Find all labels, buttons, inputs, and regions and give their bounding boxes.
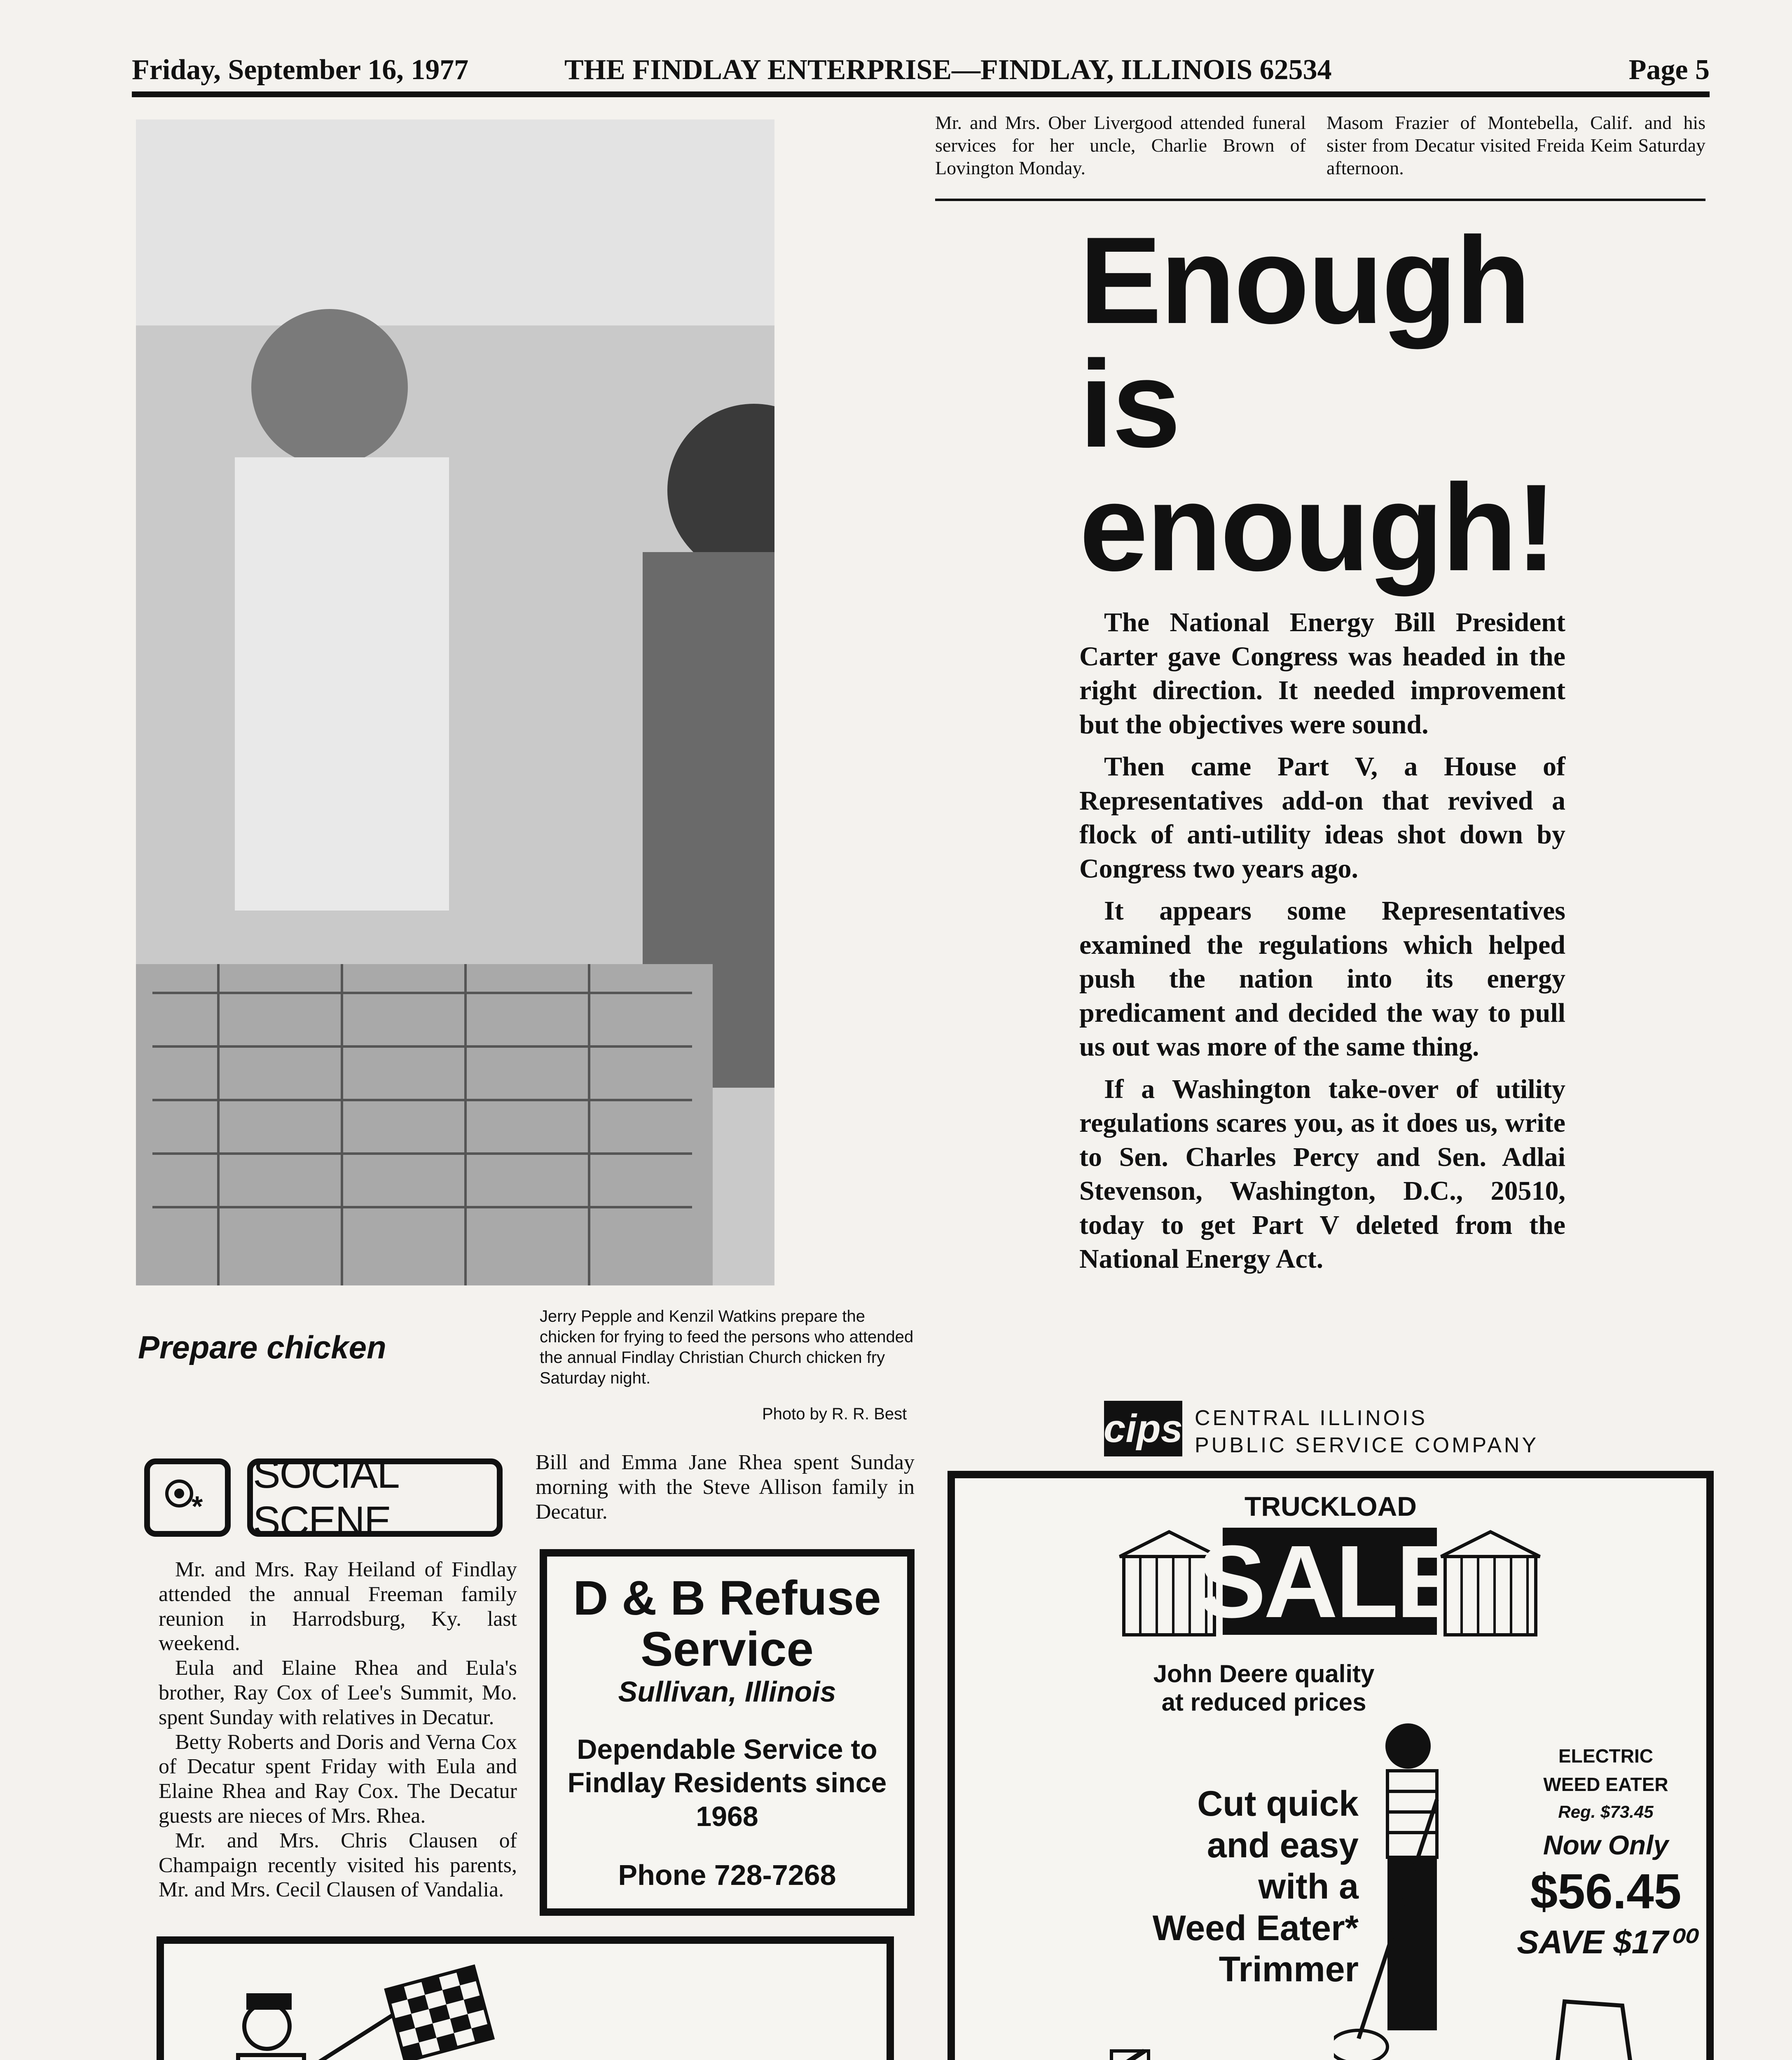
refuse-location: Sullivan, Illinois xyxy=(618,1675,836,1708)
social-scene-body xyxy=(159,1557,517,1902)
weed-head-line: Weed Eater* xyxy=(1152,1908,1359,1948)
pressure-washer-illustration xyxy=(1532,1989,1709,2060)
refuse-phone: Phone 728-7268 xyxy=(618,1859,836,1891)
header-date: Friday, September 16, 1977 xyxy=(132,54,469,86)
chicken-photo-illustration xyxy=(136,119,774,1285)
social-scene-icon xyxy=(144,1458,231,1537)
editorial-paragraph: If a Washington take-over of utility regulations scares you, as it does us, write to Sen. Charles Percy and Sen. Adlai Stevenson, Washington, D.C., 20510, today to get Part V deleted from the National Energy Act. xyxy=(1079,1074,1565,1274)
headline-line-3: enough! xyxy=(1079,458,1556,597)
brief-frazier: Masom Frazier of Montebella, Calif. and his sister from Decatur visited Freida Keim Saturday afternoon. xyxy=(1326,112,1705,179)
social-item: Mr. and Mrs. Chris Clausen of Champaign recently visited his parents, Mr. and Mrs. Cecil Clausen of Vandalia. xyxy=(159,1828,517,1902)
header-rule xyxy=(132,91,1710,97)
editorial-paragraph: Then came Part V, a House of Representatives add-on that revived a flock of anti-utility ideas shot down by Congress two years ago. xyxy=(1079,751,1565,884)
brief-rhea-sunday: Bill and Emma Jane Rhea spent Sunday morning with the Steve Allison family in Decatur. xyxy=(536,1451,915,1524)
deere-quality xyxy=(1111,1660,1416,1716)
sale-banner: SALE xyxy=(1197,1524,1462,1639)
social-item: Betty Roberts and Doris and Verna Cox of Decatur spent Friday with Eula and Elaine Rhea and Ray Cox. The Decatur guests are nieces of Mrs. Rhea. xyxy=(159,1730,517,1828)
editorial-paragraph: It appears some Representatives examined the regulations which helped push the nation into its energy predicament and decided the way to pull us out was more of the same thing. xyxy=(1079,896,1565,1062)
eater-label: ELECTRIC xyxy=(1558,1745,1653,1767)
social-scene-header xyxy=(144,1450,515,1545)
header-page: Page 5 xyxy=(1628,54,1710,86)
refuse-title-2: Service xyxy=(641,1622,814,1676)
cips-logo: cips xyxy=(1104,1401,1182,1456)
eater-now: Now Only xyxy=(1543,1830,1669,1860)
checkered-flag-icon xyxy=(378,1960,502,2060)
truckload: TRUCKLOAD xyxy=(1245,1491,1417,1522)
photo-caption: Jerry Pepple and Kenzil Watkins prepare the chicken for frying to feed the persons who attended the annual Findlay Christian Church chicken fry Saturday night. xyxy=(540,1307,914,1387)
john-deere-ad xyxy=(947,1471,1714,2060)
quality-line-1: John Deere quality xyxy=(1153,1660,1375,1688)
eater-save: SAVE $17⁰⁰ xyxy=(1517,1924,1695,1960)
eater-label: WEED EATER xyxy=(1543,1774,1668,1795)
weed-head-line: and easy xyxy=(1207,1825,1359,1865)
refuse-title-1: D & B Refuse xyxy=(573,1571,881,1625)
weed-head-line: with a xyxy=(1258,1867,1359,1907)
photo-credit: Photo by R. R. Best xyxy=(762,1405,907,1423)
cordless-trimmer-illustration xyxy=(963,2043,1157,2060)
eater-reg: Reg. $73.45 xyxy=(1558,1802,1654,1821)
headline-line-2: is xyxy=(1079,335,1179,473)
editorial-headline xyxy=(1079,211,1556,597)
brief-rule xyxy=(935,199,1705,201)
social-scene-title: SOCIAL SCENE xyxy=(247,1458,503,1537)
header-paper: THE FINDLAY ENTERPRISE—FINDLAY, ILLINOIS 62534 xyxy=(564,54,1332,86)
refuse-tagline: Dependable Service to Findlay Residents since 1968 xyxy=(567,1733,887,1832)
svg-text:*: * xyxy=(192,1490,203,1522)
weed-eater-headline xyxy=(1128,1783,1359,1990)
quality-line-2: at reduced prices xyxy=(1161,1688,1366,1716)
tent-right-icon xyxy=(1433,1524,1548,1643)
weed-head-line: Trimmer xyxy=(1219,1950,1359,1990)
speedway-ad xyxy=(157,1936,894,2060)
eater-price: $56.45 xyxy=(1530,1864,1682,1919)
woman-trimmer-illustration xyxy=(1334,1717,1515,2060)
brief-livergood: Mr. and Mrs. Ober Livergood attended funeral services for her uncle, Charlie Brown of Lovington Monday. xyxy=(935,112,1306,179)
page-header xyxy=(132,45,1710,95)
editorial-body xyxy=(1079,606,1565,1285)
social-item: Mr. and Mrs. Ray Heiland of Findlay attended the annual Freeman family reunion in Harrodsburg, Ky. last weekend. xyxy=(159,1558,517,1655)
weed-head-line: Cut quick xyxy=(1197,1784,1359,1824)
sponsor-line-1: CENTRAL ILLINOIS xyxy=(1195,1406,1428,1430)
refuse-ad xyxy=(540,1549,915,1916)
photo-title: Prepare chicken xyxy=(138,1329,386,1365)
chicken-photo xyxy=(136,119,774,1285)
cips-sponsor xyxy=(1104,1401,1598,1458)
headline-line-1: Enough xyxy=(1079,211,1530,349)
eater-block xyxy=(1511,1742,1701,1967)
editorial-paragraph: The National Energy Bill President Carter gave Congress was headed in the right direction. It needed improvement but the objectives were sound. xyxy=(1079,607,1565,740)
social-item: Eula and Elaine Rhea and Eula's brother, Ray Cox of Lee's Summit, Mo. spent Sunday with relatives in Decatur. xyxy=(159,1656,517,1729)
sponsor-line-2: PUBLIC SERVICE COMPANY xyxy=(1195,1433,1539,1457)
